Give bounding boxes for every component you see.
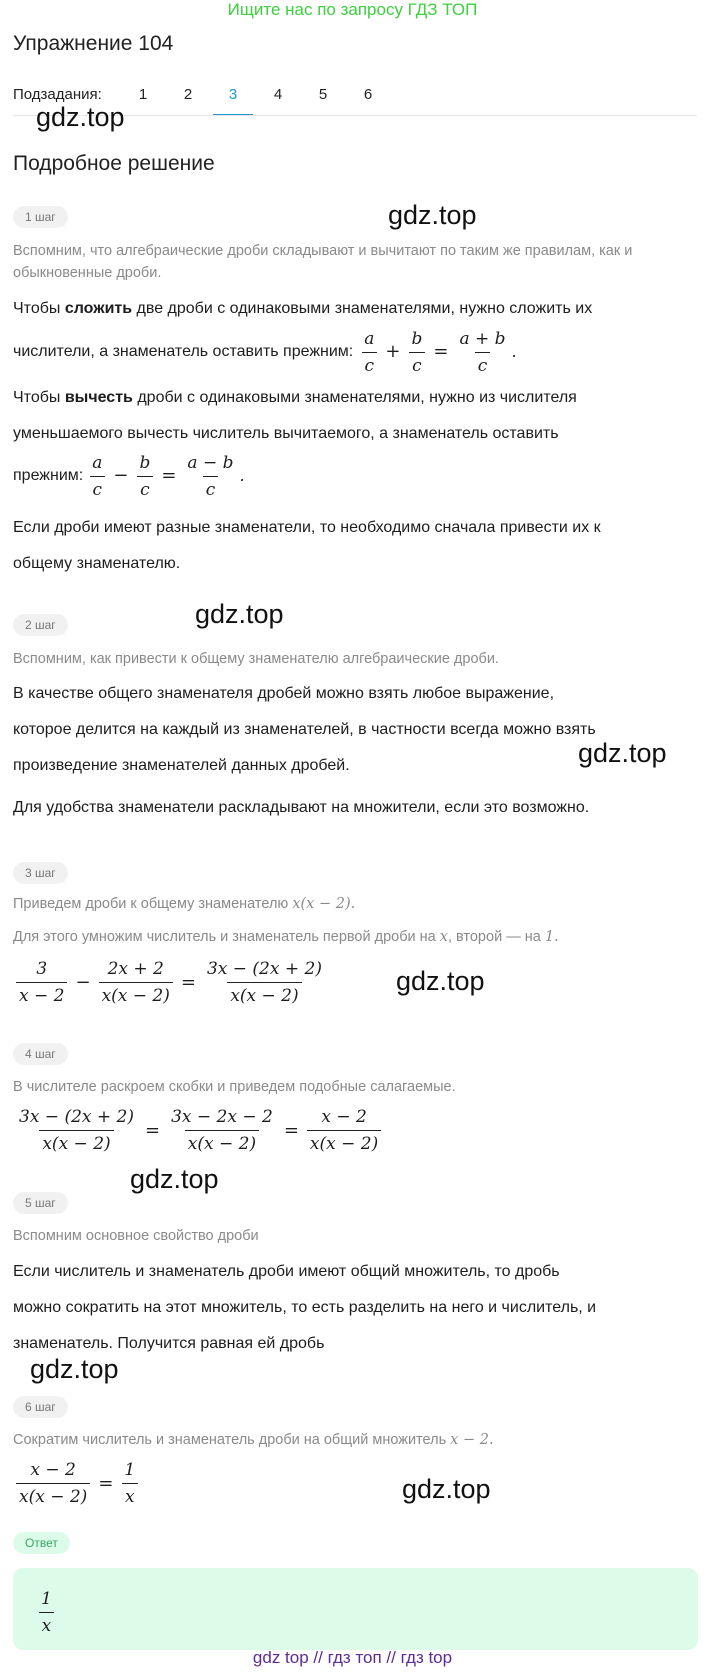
denominator: c bbox=[203, 476, 219, 501]
math-inline: x(x − 2). bbox=[292, 896, 356, 912]
numerator: a − b bbox=[187, 452, 234, 473]
step-3-badge: 3 шаг bbox=[13, 862, 68, 884]
numerator: 2x + 2 bbox=[107, 958, 164, 979]
numerator: x − 2 bbox=[30, 1459, 76, 1480]
watermark: gdz.top bbox=[388, 200, 477, 230]
text-bold: вычесть bbox=[64, 389, 133, 406]
period: . bbox=[511, 342, 517, 361]
numerator: a + b bbox=[459, 328, 506, 349]
step-4-hint: В числителе раскроем скобки и приведем подобные салагаемые. bbox=[13, 1079, 456, 1095]
denominator: x(x − 2) bbox=[99, 982, 173, 1007]
equals-sign: = bbox=[283, 1119, 299, 1141]
text: Чтобы bbox=[13, 389, 61, 406]
watermark: gdz.top bbox=[396, 966, 485, 996]
step-5-text: Если числитель и знаменатель дроби имеют общий множитель, то дробь bbox=[13, 1263, 560, 1280]
denominator: c bbox=[137, 476, 153, 501]
step-1-badge: 1 шаг bbox=[13, 206, 68, 228]
fraction-3-over-x-minus-2 bbox=[16, 958, 67, 1007]
text: Для этого умножим числитель и знаменатель первой дроби на bbox=[13, 929, 436, 945]
subtasks-label: Подзадания: bbox=[13, 86, 102, 103]
step-2-badge: 2 шаг bbox=[13, 614, 68, 636]
denominator: x − 2 bbox=[16, 982, 67, 1007]
step-6-hint bbox=[13, 1429, 494, 1451]
fraction-b-over-c bbox=[408, 328, 425, 377]
step-6-badge: 6 шаг bbox=[13, 1396, 68, 1418]
plus-sign: + bbox=[385, 341, 401, 362]
fraction-a-over-c bbox=[361, 328, 377, 377]
text: числители, а знаменатель оставить прежним: bbox=[13, 343, 354, 360]
text-bold: сложить bbox=[64, 300, 133, 317]
answer-badge: Ответ bbox=[13, 1532, 70, 1554]
text: Чтобы bbox=[13, 300, 61, 317]
fraction-result bbox=[204, 958, 325, 1007]
step-2-text: Для удобства знаменатели раскладывают на множители, если это возможно. bbox=[13, 799, 590, 816]
math-inline: 1. bbox=[544, 929, 559, 945]
watermark: gdz.top bbox=[578, 738, 667, 768]
answer-fraction bbox=[38, 1588, 55, 1637]
step-3-hint bbox=[13, 893, 355, 915]
watermark: gdz.top bbox=[36, 102, 125, 132]
denominator: x(x − 2) bbox=[39, 1130, 113, 1155]
equals-sign: = bbox=[145, 1119, 161, 1141]
equals-sign: = bbox=[180, 971, 196, 993]
numerator: a bbox=[92, 452, 103, 473]
denominator: x(x − 2) bbox=[307, 1130, 381, 1155]
denominator: c bbox=[362, 352, 378, 377]
step-5-text: можно сократить на этот множитель, то есть разделить на него и числитель, и bbox=[13, 1299, 597, 1316]
tab-subtask-6[interactable]: 6 bbox=[363, 86, 373, 103]
step-5-hint: Вспомним основное свойство дроби bbox=[13, 1228, 259, 1244]
fraction-difference bbox=[184, 452, 236, 501]
tab-subtask-2[interactable]: 2 bbox=[183, 86, 193, 103]
numerator: x − 2 bbox=[321, 1106, 367, 1127]
denominator: x(x − 2) bbox=[227, 982, 301, 1007]
numerator: 3x − 2x − 2 bbox=[171, 1106, 273, 1127]
fraction-start bbox=[16, 1106, 137, 1155]
equals-sign: = bbox=[98, 1472, 114, 1494]
text: Сократим числитель и знаменатель дроби на общий множитель bbox=[13, 1432, 447, 1448]
numerator: 3x − (2x + 2) bbox=[19, 1106, 134, 1127]
numerator: b bbox=[139, 452, 151, 473]
minus-sign: − bbox=[75, 971, 91, 993]
step-1-hint: Вспомним, что алгебраические дроби складывают и вычитают по таким же правилам, как и обыкновенные дроби. bbox=[13, 243, 633, 281]
step-5-text: знаменатель. Получится равная ей дробь bbox=[13, 1335, 325, 1352]
step-2-hint: Вспомним, как привести к общему знаменателю алгебраические дроби. bbox=[13, 651, 499, 667]
denominator: x(x − 2) bbox=[185, 1130, 259, 1155]
step-1-different-denominators-line2: общему знаменателю. bbox=[13, 555, 181, 572]
promo-banner: Ищите нас по запросу ГДЗ ТОП bbox=[227, 0, 478, 19]
step-3-hint-2 bbox=[13, 926, 559, 948]
fraction-start bbox=[16, 1459, 90, 1508]
text: Приведем дроби к общему знаменателю bbox=[13, 896, 289, 912]
watermark: gdz.top bbox=[402, 1474, 491, 1504]
watermark: gdz.top bbox=[30, 1354, 119, 1384]
step-1-add-rule bbox=[13, 291, 703, 327]
numerator: 3x − (2x + 2) bbox=[206, 958, 322, 979]
step-5-badge: 5 шаг bbox=[13, 1192, 68, 1214]
math-inline: x bbox=[439, 929, 448, 945]
fraction-simplified bbox=[307, 1106, 381, 1155]
tab-subtask-4[interactable]: 4 bbox=[273, 86, 283, 103]
step-6-equation bbox=[13, 1455, 141, 1511]
fraction-one-over-x bbox=[121, 1459, 138, 1508]
fraction-expanded bbox=[168, 1106, 276, 1155]
numerator: b bbox=[411, 328, 423, 349]
step-1-sub-rule bbox=[13, 380, 703, 416]
step-4-badge: 4 шаг bbox=[13, 1043, 68, 1065]
fraction-b-over-c bbox=[136, 452, 153, 501]
watermark: gdz.top bbox=[195, 599, 284, 629]
denominator: x bbox=[39, 1612, 55, 1637]
fraction-second bbox=[99, 958, 173, 1007]
footer-links[interactable]: gdz top // гдз топ // гдз top bbox=[252, 1648, 453, 1667]
numerator: 1 bbox=[41, 1589, 52, 1609]
step-2-text: произведение знаменателей данных дробей. bbox=[13, 757, 350, 774]
denominator: x bbox=[122, 1483, 138, 1508]
step-3-equation bbox=[13, 954, 328, 1010]
minus-sign: − bbox=[113, 465, 129, 486]
step-4-equation bbox=[13, 1102, 384, 1158]
text: прежним: bbox=[13, 467, 84, 484]
tab-subtask-5[interactable]: 5 bbox=[318, 86, 328, 103]
fraction-a-over-c bbox=[89, 452, 105, 501]
text: , второй — на bbox=[447, 929, 541, 945]
numerator: 3 bbox=[36, 958, 48, 979]
step-1-sub-rule-line2: уменьшаемого вычесть числитель вычитаемого, а знаменатель оставить bbox=[13, 425, 559, 442]
math-inline: x − 2. bbox=[450, 1432, 494, 1448]
denominator: c bbox=[475, 352, 491, 377]
fraction-sum bbox=[456, 328, 508, 377]
equals-sign: = bbox=[161, 465, 177, 486]
step-1-sub-formula bbox=[13, 450, 245, 502]
step-2-text: В качестве общего знаменателя дробей можно взять любое выражение, bbox=[13, 685, 555, 702]
period: . bbox=[239, 466, 245, 485]
text: две дроби с одинаковыми знаменателями, нужно сложить их bbox=[136, 300, 593, 317]
tab-subtask-3[interactable]: 3 bbox=[228, 86, 238, 103]
answer-box bbox=[13, 1568, 698, 1650]
denominator: c bbox=[90, 476, 106, 501]
equals-sign: = bbox=[433, 341, 449, 362]
page-title: Упражнение 104 bbox=[13, 32, 174, 55]
denominator: x(x − 2) bbox=[16, 1483, 90, 1508]
watermark: gdz.top bbox=[130, 1164, 219, 1194]
step-2-text: которое делится на каждый из знаменателей, в частности всегда можно взять bbox=[13, 721, 596, 738]
numerator: a bbox=[364, 328, 375, 349]
numerator: 1 bbox=[124, 1459, 136, 1480]
step-1-add-formula bbox=[13, 327, 517, 377]
step-1-different-denominators: Если дроби имеют разные знаменатели, то необходимо сначала привести их к bbox=[13, 519, 601, 536]
denominator: c bbox=[409, 352, 425, 377]
tab-subtask-1[interactable]: 1 bbox=[138, 86, 148, 103]
text: дроби с одинаковыми знаменателями, нужно из числителя bbox=[137, 389, 577, 406]
solution-heading: Подробное решение bbox=[13, 152, 215, 175]
